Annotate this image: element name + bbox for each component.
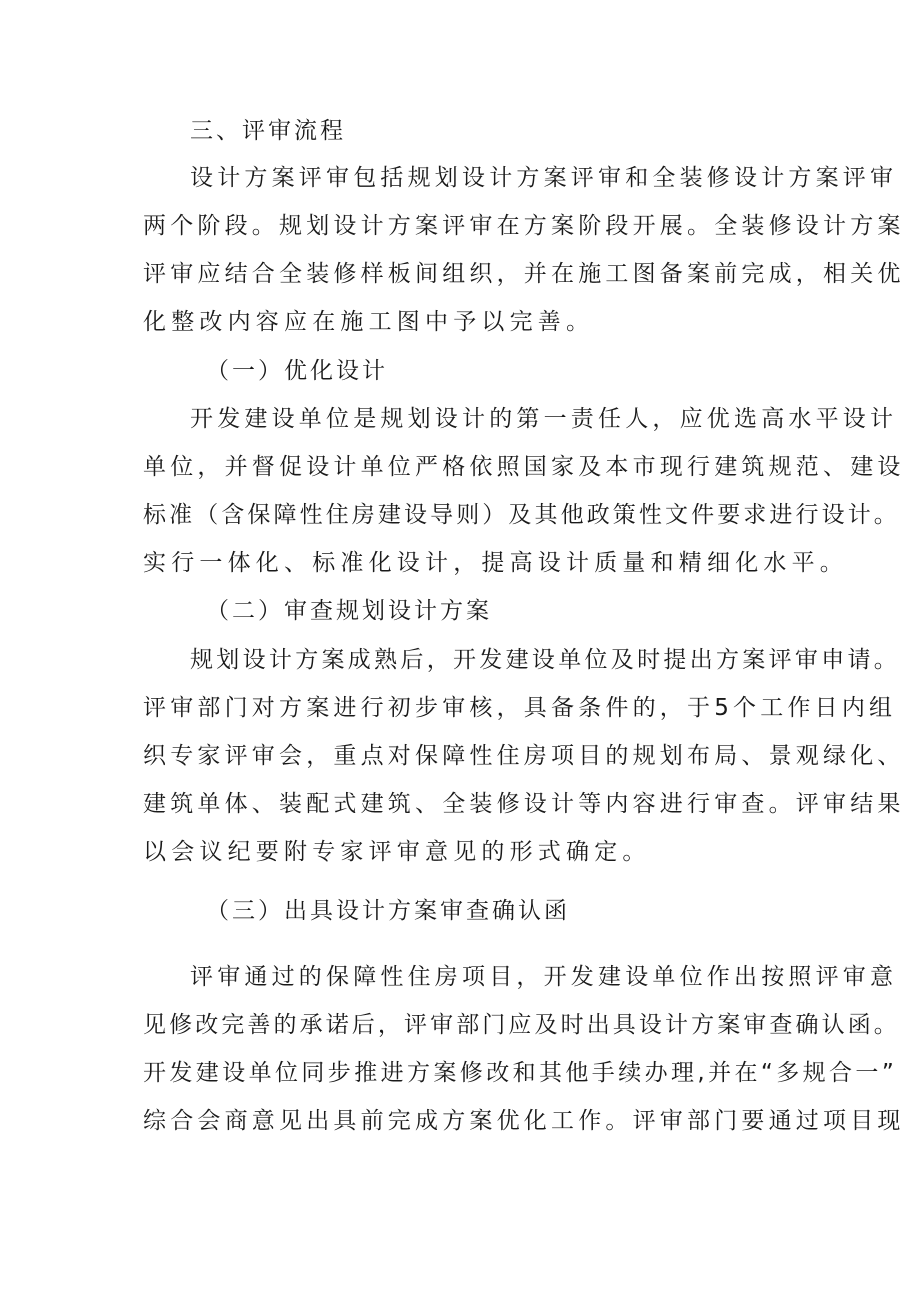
subsection-heading: （三）出具设计方案审查确认函 (206, 898, 570, 924)
paragraph-line: 化整改内容应在施工图中予以完善。 (143, 309, 595, 335)
paragraph-line: 见修改完善的承诺后，评审部门应及时出具设计方案审查确认函。 (143, 1012, 900, 1038)
paragraph-line: 织专家评审会，重点对保障性住房项目的规划布局、景观绿化、 (143, 743, 905, 769)
subsection-heading: （二）审查规划设计方案 (206, 598, 492, 624)
paragraph-line: 开发建设单位是规划设计的第一责任人，应优选高水平设计 (190, 406, 898, 432)
paragraph-line: 标准（含保障性住房建设导则）及其他政策性文件要求进行设计。 (143, 502, 900, 528)
paragraph-line: 综合会商意见出具前完成方案优化工作。评审部门要通过项目现 (143, 1108, 905, 1134)
paragraph-line: 评审通过的保障性住房项目，开发建设单位作出按照评审意 (190, 964, 898, 990)
paragraph-line: 实行一体化、标准化设计，提高设计质量和精细化水平。 (143, 550, 848, 576)
paragraph-line: 评审应结合全装修样板间组织，并在施工图备案前完成，相关优 (143, 261, 905, 287)
paragraph-line: 建筑单体、装配式建筑、全装修设计等内容进行审查。评审结果 (143, 791, 905, 817)
paragraph-line: 单位，并督促设计单位严格依照国家及本市现行建筑规范、建设 (143, 454, 905, 480)
paragraph-line: 以会议纪要附专家评审意见的形式确定。 (143, 839, 651, 865)
paragraph-line: 设计方案评审包括规划设计方案评审和全装修设计方案评审 (190, 165, 898, 191)
paragraph-line: 规划设计方案成熟后，开发建设单位及时提出方案评审申请。 (190, 647, 901, 673)
subsection-heading: （一）优化设计 (206, 358, 388, 384)
paragraph-line: 开发建设单位同步推进方案修改和其他手续办理,并在“多规合一” (143, 1060, 898, 1086)
paragraph-line: 两个阶段。规划设计方案评审在方案阶段开展。全装修设计方案 (143, 213, 905, 239)
section-heading: 三、评审流程 (190, 118, 346, 144)
paragraph-line: 评审部门对方案进行初步审核，具备条件的，于5个工作日内组 (143, 695, 897, 721)
